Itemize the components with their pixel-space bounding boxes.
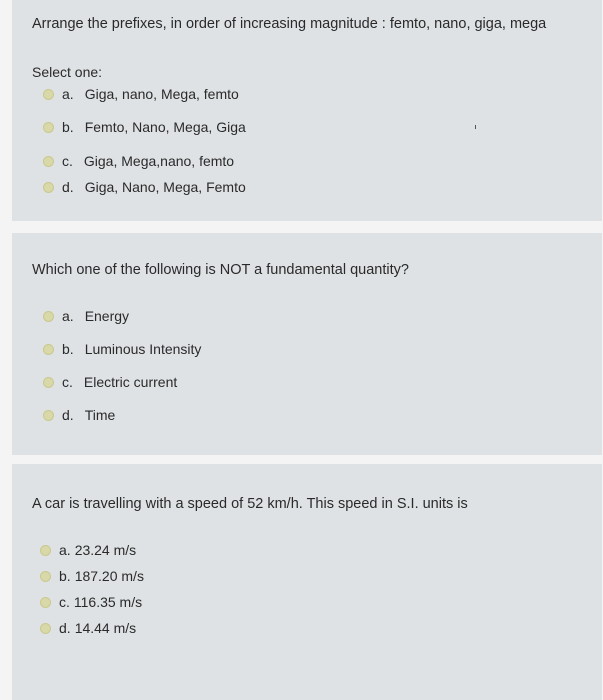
radio-button[interactable]: [40, 623, 51, 634]
option-letter: a.: [62, 86, 74, 102]
option-label: 116.35 m/s: [73, 594, 143, 610]
option-label: Electric current: [83, 374, 178, 390]
option-label: Giga, nano, Mega, femto: [84, 86, 239, 102]
option-letter: b.: [62, 341, 74, 357]
option-label: 187.20 m/s: [74, 568, 144, 584]
answer-option-c[interactable]: [40, 594, 142, 610]
cursor-mark: [475, 125, 476, 129]
radio-button[interactable]: [43, 410, 54, 421]
option-label: 23.24 m/s: [74, 542, 137, 558]
answer-option-a[interactable]: [43, 308, 129, 324]
radio-button[interactable]: [40, 545, 51, 556]
option-label: 14.44 m/s: [74, 620, 137, 636]
radio-button[interactable]: [43, 89, 54, 100]
option-letter: d.: [62, 179, 74, 195]
question-card-1: [12, 0, 602, 221]
option-letter: d.: [62, 407, 74, 423]
answer-option-d[interactable]: [43, 179, 246, 195]
answer-option-d[interactable]: [43, 407, 115, 423]
answer-option-c[interactable]: [43, 153, 234, 169]
question-text: Which one of the following is NOT a fundamental quantity?: [32, 262, 409, 278]
option-letter: c.: [59, 594, 70, 610]
radio-button[interactable]: [43, 311, 54, 322]
question-text: A car is travelling with a speed of 52 km/h. This speed in S.I. units is: [32, 496, 468, 512]
option-letter: b.: [62, 119, 74, 135]
option-label: Time: [84, 407, 116, 423]
option-label: Giga, Nano, Mega, Femto: [84, 179, 246, 195]
option-label: Energy: [84, 308, 130, 324]
answer-option-b[interactable]: [40, 568, 144, 584]
radio-button[interactable]: [40, 571, 51, 582]
radio-button[interactable]: [40, 597, 51, 608]
answer-option-c[interactable]: [43, 374, 177, 390]
radio-button[interactable]: [43, 156, 54, 167]
option-letter: c.: [62, 374, 73, 390]
option-label: Femto, Nano, Mega, Giga: [84, 119, 246, 135]
option-letter: c.: [62, 153, 73, 169]
question-card-2: [12, 233, 602, 455]
radio-button[interactable]: [43, 122, 54, 133]
option-letter: b.: [59, 568, 71, 584]
option-letter: d.: [59, 620, 71, 636]
option-label: Giga, Mega,nano, femto: [83, 153, 235, 169]
select-one-label: Select one:: [32, 64, 103, 80]
question-card-3: [12, 464, 602, 700]
answer-option-a[interactable]: [43, 86, 239, 102]
radio-button[interactable]: [43, 344, 54, 355]
radio-button[interactable]: [43, 377, 54, 388]
answer-option-b[interactable]: [43, 341, 201, 357]
answer-option-d[interactable]: [40, 620, 136, 636]
answer-option-a[interactable]: [40, 542, 136, 558]
option-letter: a.: [59, 542, 71, 558]
radio-button[interactable]: [43, 182, 54, 193]
question-text: Arrange the prefixes, in order of increasing magnitude : femto, nano, giga, mega: [32, 16, 547, 32]
answer-option-b[interactable]: [43, 119, 246, 135]
option-label: Luminous Intensity: [84, 341, 202, 357]
option-letter: a.: [62, 308, 74, 324]
